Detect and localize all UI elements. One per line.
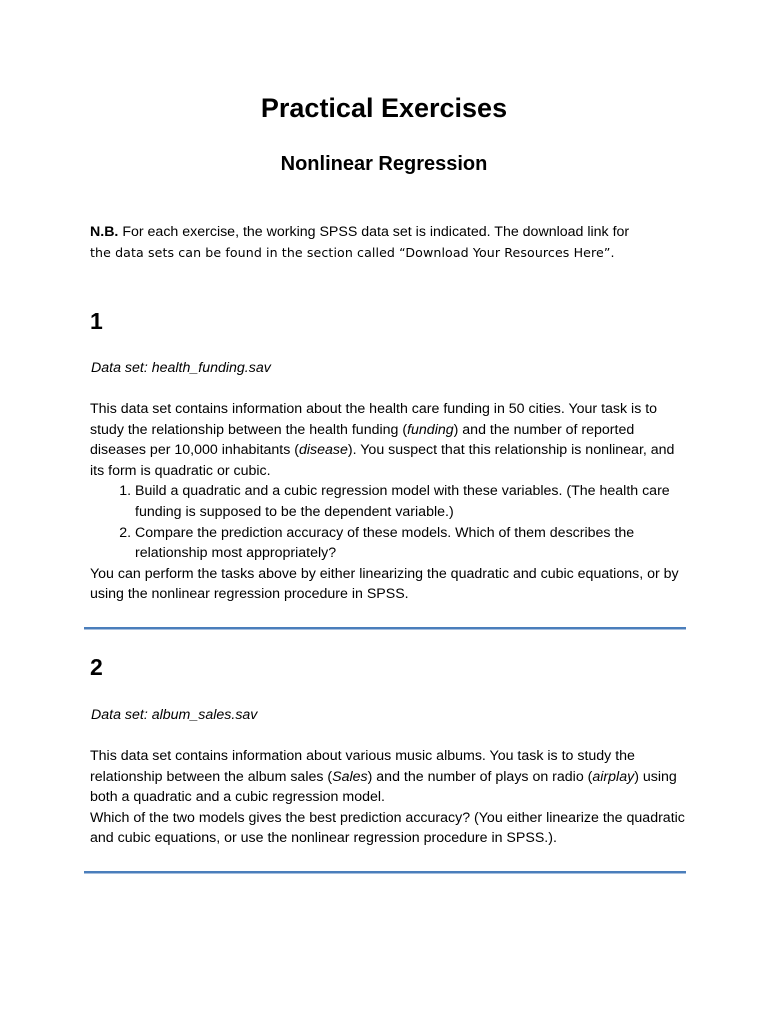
task-item: 2. Compare the prediction accuracy of these models. Which of them describes the relationship most appropriately? [135, 523, 690, 564]
exercise-1-closing: You can perform the tasks above by either linearizing the quadratic and cubic equations, or by using the nonlinear regression procedure in SPSS. [90, 565, 679, 603]
exercise-1-task-list [90, 481, 690, 563]
exercise-1-number: 1 [90, 308, 103, 334]
intro-text: This data set contains information about various music albums. You task is to study the relationship between the album sales ( [90, 748, 635, 785]
exercise-1-body [90, 399, 690, 605]
variable-disease: disease [299, 442, 348, 459]
note-line-1: For each exercise, the working SPSS data set is indicated. The download link for [118, 224, 630, 240]
intro-text: ) and the number of plays on radio ( [367, 768, 593, 785]
intro-text: This data set contains information about the health care funding in 50 cities. Your task is to study the relationship between the health funding ( [90, 401, 658, 438]
task-item: 1. Build a quadratic and a cubic regression model with these variables. (The health care funding is supposed to be the dependent variable.) [135, 481, 690, 522]
document-subtitle: Nonlinear Regression [280, 153, 488, 175]
exercise-2-closing: Which of the two models gives the best prediction accuracy? (You either linearize the quadratic and cubic equations, or use the nonlinear regression procedure in SPSS.). [90, 809, 685, 847]
note-line-2: the data sets can be found in the section called “Download Your Resources Here”. [90, 244, 615, 260]
exercise-2-number: 2 [90, 654, 103, 680]
exercise-1-intro [90, 399, 690, 481]
note-label: N.B. [90, 224, 119, 240]
section-divider [84, 627, 686, 630]
variable-sales: Sales [332, 768, 368, 785]
variable-airplay: airplay [592, 768, 635, 785]
note-paragraph [90, 222, 690, 263]
exercise-2-intro [90, 746, 690, 808]
exercise-1-dataset: Data set: health_funding.sav [91, 360, 271, 376]
intro-text: ). You suspect that this relationship is nonlinear, and its form is quadratic or cubic. [90, 442, 675, 479]
intro-text: ) and the number of reported diseases per 10,000 inhabitants ( [90, 421, 635, 459]
document-title: Practical Exercises [260, 93, 508, 123]
exercise-2-body [90, 746, 690, 849]
section-divider [84, 871, 686, 874]
exercise-2-dataset: Data set: album_sales.sav [91, 707, 258, 723]
intro-text: ) using both a quadratic and a cubic regression model. [90, 768, 677, 806]
variable-funding: funding [407, 421, 454, 438]
